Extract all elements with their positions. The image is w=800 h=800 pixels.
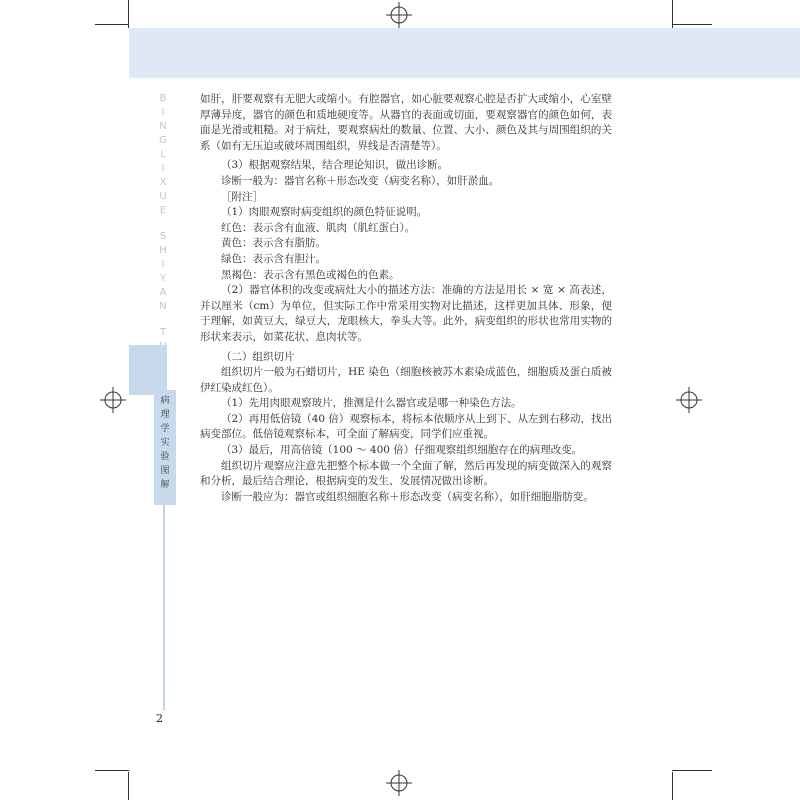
side-title-letter: S	[159, 231, 167, 242]
side-title-letter: Y	[159, 273, 167, 284]
side-tab-char: 图	[160, 466, 170, 476]
paragraph: 绿色：表示含有胆汁。	[221, 252, 326, 265]
side-title-letter: U	[159, 191, 167, 202]
paragraph: 黑褐色：表示含有黑色或褐色的色素。	[221, 268, 400, 281]
body-text	[200, 92, 612, 505]
crop-mark-top-right-v	[672, 0, 673, 28]
crop-mark-bottom-right-h	[672, 770, 712, 771]
side-title-letter: I	[161, 163, 165, 174]
paragraph: 诊断一般应为：器官或组织细胞名称＋形态改变（病变名称），如肝细胞脂肪变。	[221, 490, 594, 503]
note-heading: ［附注］	[221, 190, 263, 203]
crop-mark-bottom-left-h	[95, 770, 129, 771]
paragraph: 组织切片观察应注意先把整个标本做一个全面了解，然后再发现的病变做深入的观察和分析，最后结合理论，根据病变的发生、发展情况做出诊断。	[200, 459, 612, 488]
crop-mark-top-right-h	[672, 24, 712, 25]
side-title-letter: N	[159, 301, 167, 312]
side-title-letter: L	[160, 149, 166, 160]
section-heading: （二）组织切片	[221, 350, 295, 363]
side-title-letter: I	[161, 259, 165, 270]
side-tab-char: 解	[160, 480, 170, 490]
paragraph: （1）先用肉眼观察玻片，推测是什么器官或是哪一种染色方法。	[221, 397, 522, 410]
paragraph: （3）最后，用高倍镜（100 ～ 400 倍）仔细观察组织细胞存在的病理改变。	[221, 444, 583, 457]
crop-mark-top-left-v	[128, 0, 129, 28]
paragraph: （2）器官体积的改变或病灶大小的描述方法：准确的方法是用长 × 宽 × 高表述，并以厘米（cm）为单位，但实际工作中常采用实物对比描述，这样更加具体、形象，便于理解，如黄豆大，绿豆大，龙眼核大，拳头大等。此外，病变组织的形状也常用实物的形状来表示，如菜花状、息肉状等。	[200, 284, 612, 343]
paragraph: 如肝，肝要观察有无肥大或缩小。有腔器官，如心脏要观察心腔是否扩大或缩小，心室壁厚薄异度，器官的颜色和质地硬度等。从器官的表面或切面，要观察器官的颜色如何，表面是光滑或粗糙。对于病灶，要观察病灶的数量、位置、大小、颜色及其与周围组织的关系（如有无压迫或破坏周围组织，界线是否清楚等）。	[200, 93, 612, 152]
registration-mark-top-icon	[386, 2, 412, 28]
paragraph: 黄色：表示含有脂肪。	[221, 237, 326, 250]
side-title-letter: B	[159, 93, 167, 104]
side-title-letter: H	[159, 245, 167, 256]
header-band	[129, 28, 800, 78]
paragraph: （2）再用低倍镜（40 倍）观察标本，将标本依顺序从上到下、从左到右移动，找出病变部位。低倍镜观察标本，可全面了解病变，同学们应重视。	[200, 412, 612, 441]
side-tab-char: 病	[160, 396, 170, 406]
side-color-block	[129, 345, 167, 395]
side-title-letter: G	[159, 135, 167, 146]
side-tab-char: 学	[160, 424, 170, 434]
side-title-letter: T	[159, 327, 167, 338]
paragraph: （3）根据观察结果，结合理论知识，做出诊断。	[221, 159, 449, 172]
crop-mark-bottom-right-v	[672, 772, 673, 800]
paragraph: 红色：表示含有血液、肌肉（肌红蛋白）。	[221, 221, 416, 234]
side-title-letter: N	[159, 121, 167, 132]
registration-mark-right-icon	[676, 387, 702, 413]
side-title-letter: I	[161, 107, 165, 118]
side-book-title-tab	[154, 390, 176, 505]
paragraph: 诊断一般为：器官名称＋形态改变（病变名称），如肝淤血。	[221, 174, 500, 187]
registration-mark-left-icon	[100, 387, 126, 413]
paragraph: （1）肉眼观察时病变组织的颜色特征说明。	[221, 206, 428, 219]
registration-mark-bottom-icon	[386, 770, 412, 796]
side-tab-char: 验	[160, 452, 170, 462]
paragraph: 组织切片一般为石蜡切片，HE 染色（细胞核被苏木素染成蓝色，细胞质及蛋白质被伊红染成红色）。	[200, 366, 612, 394]
crop-mark-bottom-left-v	[128, 772, 129, 800]
side-title-letter: X	[159, 177, 167, 188]
side-title-letter: E	[159, 205, 167, 216]
page-number: 2	[156, 712, 163, 725]
side-title-letter: A	[159, 287, 167, 298]
side-tab-char: 理	[160, 410, 170, 420]
side-tab-char: 实	[160, 438, 170, 448]
crop-mark-top-left-h	[95, 24, 129, 25]
